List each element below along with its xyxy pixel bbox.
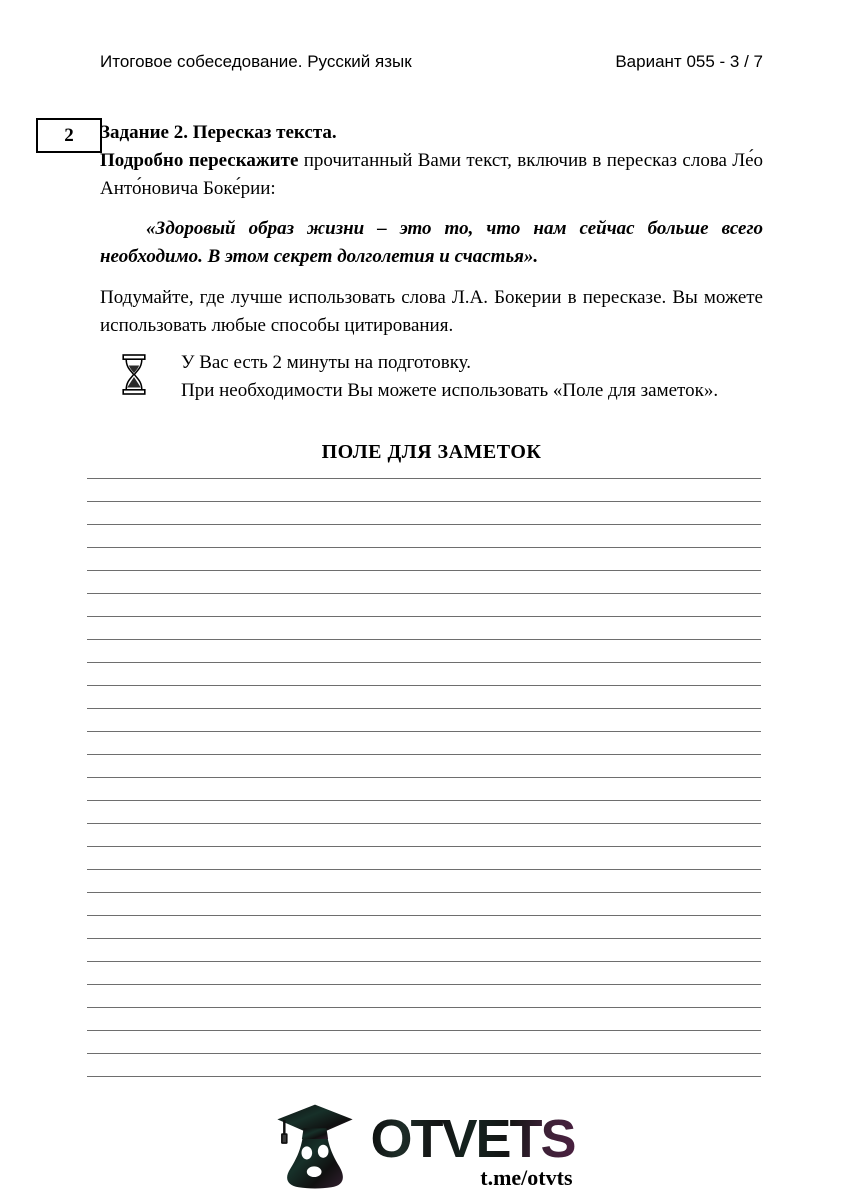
note-line xyxy=(87,801,761,824)
note-line xyxy=(87,571,761,594)
note-line xyxy=(87,709,761,732)
prep-note-line1: У Вас есть 2 минуты на подготовку. xyxy=(181,352,472,373)
note-line xyxy=(87,525,761,548)
note-line xyxy=(87,502,761,525)
note-line xyxy=(87,824,761,847)
quote-text: «Здоровый образ жизни – это то, что нам сейчас больше всего необходимо. В этом секрет долголетия и счастья». xyxy=(100,218,763,267)
task-number: 2 xyxy=(64,124,74,146)
note-line xyxy=(87,939,761,962)
note-line xyxy=(87,617,761,640)
prep-note xyxy=(100,349,763,405)
hint-text: Подумайте, где лучше использовать слова Л.А. Бокерии в пересказе. Вы можете использовать любые способы цитирования. xyxy=(100,287,763,336)
task-number-box xyxy=(36,118,102,153)
note-line xyxy=(87,1054,761,1077)
note-line xyxy=(87,1031,761,1054)
note-line xyxy=(87,847,761,870)
note-line xyxy=(87,732,761,755)
note-line xyxy=(87,985,761,1008)
note-line xyxy=(87,962,761,985)
note-line xyxy=(87,686,761,709)
graduate-ghost-icon xyxy=(274,1103,356,1193)
brand-handle: t.me/otvts xyxy=(480,1165,573,1190)
task-title: Задание 2. Пересказ текста. xyxy=(100,122,337,143)
note-line xyxy=(87,778,761,801)
notes-lines xyxy=(87,456,761,1077)
brand-text-block xyxy=(370,1109,575,1190)
prep-note-text xyxy=(181,349,718,405)
header-subject: Итоговое собеседование. Русский язык xyxy=(100,52,412,71)
prep-note-line2: При необходимости Вы можете использовать «Поле для заметок». xyxy=(181,380,719,401)
note-line xyxy=(87,663,761,686)
note-line xyxy=(87,594,761,617)
task-instruction-bold: Подробно перескажите xyxy=(100,150,299,171)
note-line xyxy=(87,916,761,939)
note-line xyxy=(87,755,761,778)
note-line xyxy=(87,1008,761,1031)
notes-field-heading: ПОЛЕ ДЛЯ ЗАМЕТОК xyxy=(321,441,542,463)
note-line xyxy=(87,479,761,502)
brand-logo xyxy=(0,1103,849,1193)
hourglass-icon xyxy=(122,354,146,395)
note-line xyxy=(87,548,761,571)
note-line xyxy=(87,870,761,893)
header-variant: Вариант 055 - 3 / 7 xyxy=(615,52,763,71)
task-content xyxy=(100,119,763,466)
note-line xyxy=(87,893,761,916)
brand-name: OTVETS xyxy=(370,1109,575,1169)
task-instruction xyxy=(100,147,763,203)
task-instruction-rest: прочитанный Вами текст, включив в пересказ слова Ле́о Анто́новича Боке́рии: xyxy=(100,150,764,199)
note-line xyxy=(87,640,761,663)
note-line xyxy=(87,456,761,479)
